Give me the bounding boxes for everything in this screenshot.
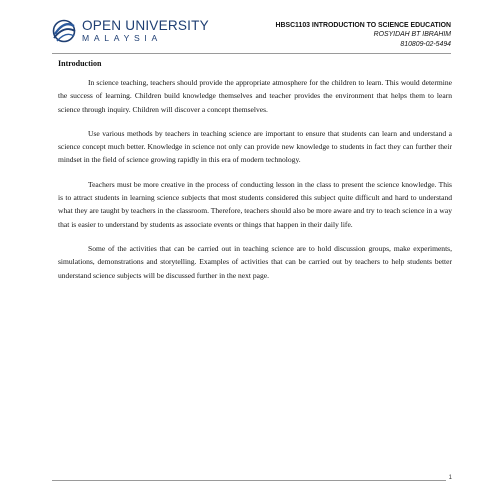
university-logo	[50, 17, 209, 45]
page-number: 1	[446, 475, 455, 481]
paragraph-3: Teachers must be more creative in the process of conducting lesson in the class to present the science knowledge. This is to attract students in learning science subjects that most students considered this subject quite difficult and hard to understand what they are taught by teachers in the classroom. Therefore, teachers should also be more aware and try to teach science in a way that is easier to understand by students as associate events or things that happen in their daily life.	[58, 179, 452, 229]
header-divider	[52, 53, 451, 54]
document-body	[58, 59, 452, 293]
paragraph-4: Some of the activities that can be carried out in teaching science are to hold discussion groups, make experiments, simulations, demonstrations and storytelling. Examples of activities that can be carried out by teachers to help students better understand science subjects will be discussed further in the next page.	[58, 243, 452, 280]
logo-line1: OPEN UNIVERSITY	[82, 18, 209, 34]
header-info	[276, 21, 451, 49]
logo-line2: MALAYSIA	[82, 33, 162, 43]
university-emblem-icon	[50, 17, 78, 45]
paragraph-2: Use various methods by teachers in teaching science are important to ensure that students can learn and understand a science concept much better. Knowledge in science not only can provide new knowledge to students in fact they can further their mindset in the field of science growing rapidly in this era of modern technology.	[58, 128, 452, 165]
logo-wordmark	[82, 19, 209, 42]
footer-divider	[52, 480, 451, 481]
paragraph-1: In science teaching, teachers should provide the appropriate atmosphere for the children to learn. This would determine the success of learning. Children build knowledge themselves and teacher provides the environment that helps them to learn science through inquiry. Children will discover a concept themselves.	[58, 78, 452, 114]
student-id: 810809-02-5494	[400, 40, 451, 48]
author-name: ROSYIDAH BT IBRAHIM	[373, 31, 451, 39]
section-title: Introduction	[58, 59, 102, 68]
course-title: HBSC1103 INTRODUCTION TO SCIENCE EDUCATION	[275, 22, 451, 29]
